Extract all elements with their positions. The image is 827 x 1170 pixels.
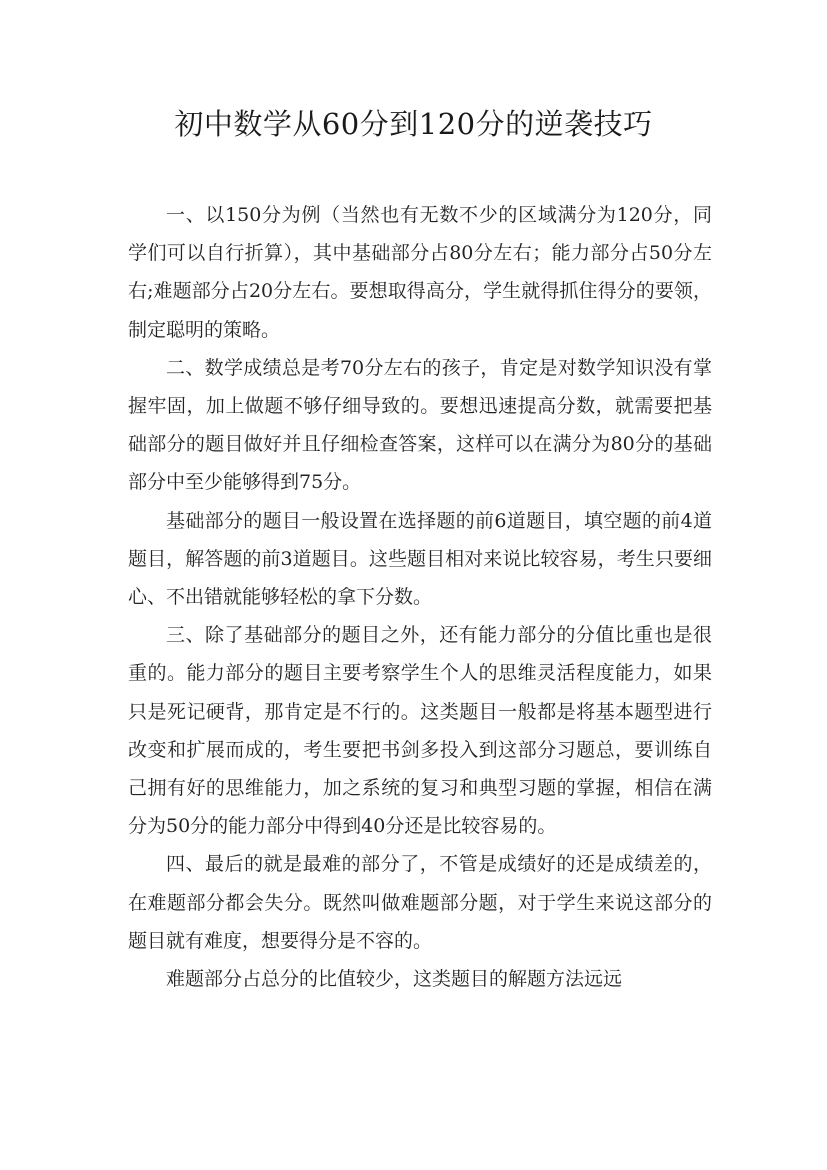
document-title: 初中数学从60分到120分的逆袭技巧 <box>174 107 653 141</box>
paragraph-2: 二、数学成绩总是考70分左右的孩子，肯定是对数学知识没有掌握牢固，加上做题不够仔细导致的。要想迅速提高分数，就需要把基础部分的题目做好并且仔细检查答案，这样可以在满分为80分的基础部分中至少能够得到75分。 <box>128 356 712 494</box>
paragraph-1: 一、以150分为例（当然也有无数不少的区域满分为120分，同学们可以自行折算），其中基础部分占80分左右；能力部分占50分左右;难题部分占20分左右。要想取得高分，学生就得抓住得分的要领，制定聪明的策略。 <box>128 204 712 341</box>
paragraph-5: 四、最后的就是最难的部分了，不管是成绩好的还是成绩差的，在难题部分都会失分。既然叫做难题部分题，对于学生来说这部分的题目就有难度，想要得分是不容的。 <box>128 853 712 952</box>
paragraph-6: 难题部分占总分的比值较少，这类题目的解题方法远远 <box>166 968 623 991</box>
document-body <box>128 196 712 998</box>
paragraph-3: 基础部分的题目一般设置在选择题的前6道题目，填空题的前4道题目，解答题的前3道题目。这些题目相对来说比较容易，考生只要细心、不出错就能够轻松的拿下分数。 <box>128 509 712 609</box>
paragraph-4: 三、除了基础部分的题目之外，还有能力部分的分值比重也是很重的。能力部分的题目主要考察学生个人的思维灵活程度能力，如果只是死记硬背，那肯定是不行的。这类题目一般都是将基本题型进行改变和扩展而成的，考生要把书剑多投入到这部分习题总，要训练自己拥有好的思维能力，加之系统的复习和典型习题的掌握，相信在满分为50分的能力部分中得到40分还是比较容易的。 <box>128 624 712 838</box>
